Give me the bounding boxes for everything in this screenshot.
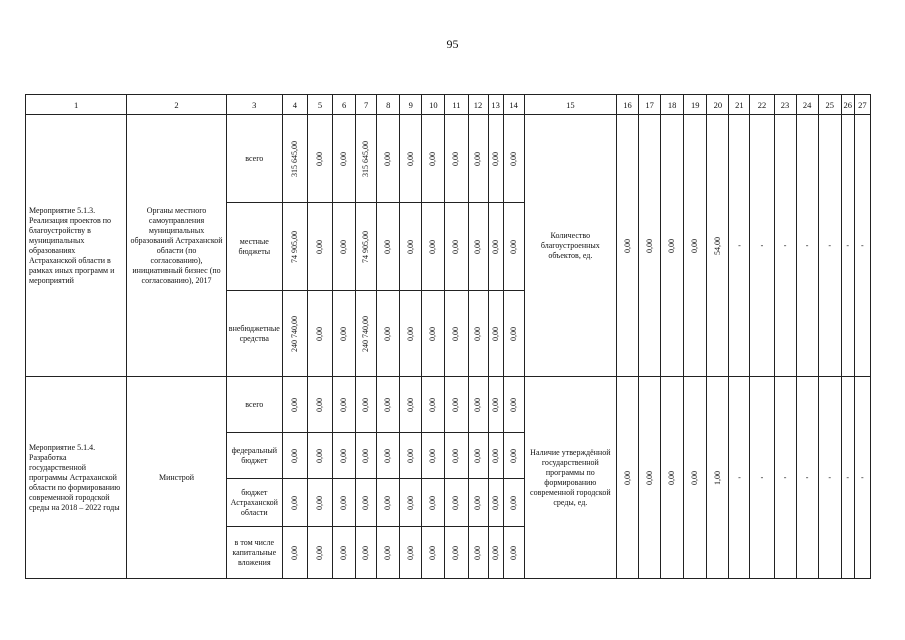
funding-value [468, 433, 488, 479]
funding-value-text: 0,00 [508, 448, 518, 463]
target-value [639, 115, 661, 377]
column-header-21: 21 [729, 95, 750, 115]
funding-value-text: 0,00 [405, 397, 415, 412]
column-header-11: 11 [445, 95, 468, 115]
column-header-14: 14 [503, 95, 524, 115]
funding-value [377, 291, 400, 377]
column-header-22: 22 [750, 95, 774, 115]
funding-value-text: 0,00 [473, 448, 483, 463]
funding-value-text: 0,00 [339, 397, 349, 412]
funding-value-text: 0,00 [508, 151, 518, 166]
target-value [684, 377, 707, 579]
funding-value-text: 0,00 [315, 545, 324, 560]
target-value: - [854, 115, 870, 377]
funding-value-text: 0,00 [490, 545, 500, 560]
funding-value-text: 0,00 [405, 495, 415, 510]
funding-value-text: 0,00 [405, 545, 415, 560]
funding-value-text: 0,00 [490, 495, 500, 510]
funding-value [307, 203, 332, 291]
funding-value [503, 527, 524, 579]
column-header-8: 8 [377, 95, 400, 115]
funding-value [503, 203, 524, 291]
column-header-10: 10 [422, 95, 445, 115]
funding-value-text: 0,00 [361, 495, 371, 510]
funding-value [488, 433, 503, 479]
funding-value [468, 291, 488, 377]
funding-value-text: 74 905,00 [361, 230, 371, 263]
target-value [661, 115, 684, 377]
funding-value [445, 433, 468, 479]
funding-value [422, 291, 445, 377]
funding-value-text: 0,00 [315, 495, 324, 510]
funding-value [282, 527, 307, 579]
target-value: - [796, 115, 818, 377]
target-value-text: 1,00 [712, 470, 722, 485]
funding-value-text: 0,00 [473, 545, 483, 560]
funding-value [400, 527, 422, 579]
funding-value [422, 479, 445, 527]
funding-value [377, 479, 400, 527]
funding-value [377, 115, 400, 203]
target-value-text: 0,00 [667, 238, 677, 253]
column-header-27: 27 [854, 95, 870, 115]
target-value: - [750, 377, 774, 579]
funding-value [503, 291, 524, 377]
funding-value [333, 291, 356, 377]
column-header-13: 13 [488, 95, 503, 115]
target-value: - [818, 115, 841, 377]
funding-value-text: 0,00 [405, 239, 415, 254]
target-value: - [818, 377, 841, 579]
funding-value-text: 0,00 [405, 448, 415, 463]
funding-value-text: 0,00 [383, 151, 393, 166]
funding-value [356, 115, 377, 203]
column-header-6: 6 [333, 95, 356, 115]
funding-value [282, 203, 307, 291]
funding-value-text: 0,00 [428, 545, 438, 560]
funding-value [282, 433, 307, 479]
funding-value-text: 0,00 [451, 448, 461, 463]
funding-value-text: 0,00 [490, 151, 500, 166]
funding-value [356, 433, 377, 479]
funding-value-text: 0,00 [289, 495, 299, 510]
funding-value-text: 0,00 [490, 239, 500, 254]
funding-source: местные бюджеты [226, 203, 282, 291]
column-header-1: 1 [26, 95, 127, 115]
funding-value-text: 0,00 [451, 397, 461, 412]
target-value: - [729, 115, 750, 377]
funding-value-text: 0,00 [428, 239, 438, 254]
measure-name: Мероприятие 5.1.4. Разработка государственной программы Астраханской области по формированию современной городской среды на 2018 – 2022 годы [26, 377, 127, 579]
column-header-2: 2 [127, 95, 226, 115]
funding-value [445, 377, 468, 433]
funding-value [356, 479, 377, 527]
funding-value-text: 0,00 [383, 397, 393, 412]
funding-value-text: 0,00 [383, 545, 393, 560]
funding-value-text: 0,00 [508, 397, 518, 412]
target-value [639, 377, 661, 579]
column-header-9: 9 [400, 95, 422, 115]
target-value: - [841, 377, 854, 579]
target-value: - [796, 377, 818, 579]
funding-value [488, 527, 503, 579]
header-row [26, 95, 871, 115]
funding-value [333, 203, 356, 291]
funding-value-text: 0,00 [289, 448, 299, 463]
funding-value-text: 0,00 [428, 448, 438, 463]
target-value [684, 115, 707, 377]
funding-value [422, 377, 445, 433]
funding-value-text: 0,00 [383, 495, 393, 510]
funding-value-text: 0,00 [339, 239, 349, 254]
funding-source: федеральный бюджет [226, 433, 282, 479]
funding-value [333, 527, 356, 579]
column-header-7: 7 [356, 95, 377, 115]
funding-value [356, 377, 377, 433]
column-header-23: 23 [774, 95, 796, 115]
funding-value [307, 527, 332, 579]
funding-value [400, 377, 422, 433]
column-header-3: 3 [226, 95, 282, 115]
column-header-4: 4 [282, 95, 307, 115]
funding-value-text: 0,00 [428, 326, 438, 341]
column-header-18: 18 [661, 95, 684, 115]
table-row [26, 115, 871, 203]
funding-value-text: 0,00 [508, 326, 518, 341]
target-value: - [729, 377, 750, 579]
funding-value-text: 74 905,00 [289, 230, 299, 263]
funding-value [333, 433, 356, 479]
funding-value-text: 0,00 [339, 326, 349, 341]
funding-value [488, 203, 503, 291]
funding-value [282, 377, 307, 433]
funding-value-text: 0,00 [383, 239, 393, 254]
funding-value-text: 0,00 [473, 397, 483, 412]
funding-value-text: 0,00 [339, 545, 349, 560]
funding-value [333, 115, 356, 203]
funding-value [307, 291, 332, 377]
funding-value-text: 315 645,00 [361, 140, 371, 177]
funding-value [377, 433, 400, 479]
target-value [616, 377, 638, 579]
funding-value [356, 203, 377, 291]
funding-value-text: 0,00 [339, 448, 349, 463]
funding-value [400, 479, 422, 527]
funding-value [445, 527, 468, 579]
funding-value [400, 203, 422, 291]
column-header-5: 5 [307, 95, 332, 115]
funding-value-text: 0,00 [289, 397, 299, 412]
target-value-text: 0,00 [667, 470, 677, 485]
funding-value-text: 0,00 [361, 545, 371, 560]
funding-value-text: 0,00 [473, 326, 483, 341]
funding-value-text: 0,00 [383, 326, 393, 341]
funding-value [377, 377, 400, 433]
target-value-text: 0,00 [644, 470, 654, 485]
funding-value [488, 115, 503, 203]
funding-value [488, 291, 503, 377]
funding-value [307, 479, 332, 527]
funding-value-text: 0,00 [428, 397, 438, 412]
measure-name: Мероприятие 5.1.3. Реализация проектов по благоустройству в муниципальных образованиях Астраханской области в рамках иных программ и мероприятий [26, 115, 127, 377]
funding-value-text: 0,00 [339, 495, 349, 510]
funding-value [307, 433, 332, 479]
funding-value-text: 0,00 [451, 151, 461, 166]
target-value: - [841, 115, 854, 377]
funding-value-text: 0,00 [315, 326, 324, 341]
table-row [26, 377, 871, 433]
funding-value-text: 0,00 [289, 545, 299, 560]
funding-value [445, 479, 468, 527]
funding-value [333, 479, 356, 527]
funding-source: в том числе капитальные вложения [226, 527, 282, 579]
funding-value [468, 479, 488, 527]
column-header-12: 12 [468, 95, 488, 115]
column-header-19: 19 [684, 95, 707, 115]
funding-value-text: 240 740,00 [361, 315, 371, 352]
funding-value-text: 0,00 [490, 397, 500, 412]
target-value-text: 0,00 [690, 470, 700, 485]
funding-source: внебюджетные средства [226, 291, 282, 377]
target-value: - [774, 115, 796, 377]
funding-value [356, 527, 377, 579]
funding-value [488, 377, 503, 433]
funding-value-text: 0,00 [473, 151, 483, 166]
funding-value-text: 0,00 [490, 326, 500, 341]
funding-value-text: 0,00 [315, 397, 324, 412]
funding-value-text: 0,00 [405, 326, 415, 341]
target-value: - [750, 115, 774, 377]
funding-value [503, 433, 524, 479]
column-header-24: 24 [796, 95, 818, 115]
target-value [707, 377, 729, 579]
funding-value-text: 0,00 [451, 545, 461, 560]
column-header-26: 26 [841, 95, 854, 115]
funding-value-text: 0,00 [508, 495, 518, 510]
funding-value-text: 0,00 [508, 545, 518, 560]
target-value-text: 54,00 [712, 236, 722, 255]
funding-source: всего [226, 377, 282, 433]
funding-value [468, 377, 488, 433]
column-header-25: 25 [818, 95, 841, 115]
funding-source: всего [226, 115, 282, 203]
indicator: Наличие утверждённой государственной программы по формированию современной городской среды, ед. [524, 377, 616, 579]
funding-value-text: 0,00 [315, 448, 324, 463]
funding-value [400, 291, 422, 377]
funding-value [422, 527, 445, 579]
target-value-text: 0,00 [644, 238, 654, 253]
funding-value [377, 527, 400, 579]
funding-value-text: 0,00 [473, 239, 483, 254]
funding-value [503, 115, 524, 203]
target-value-text: 0,00 [622, 470, 632, 485]
funding-value [333, 377, 356, 433]
funding-value-text: 0,00 [473, 495, 483, 510]
funding-value-text: 0,00 [428, 151, 438, 166]
funding-value [307, 377, 332, 433]
column-header-20: 20 [707, 95, 729, 115]
funding-value [468, 115, 488, 203]
funding-value [488, 479, 503, 527]
funding-value-text: 0,00 [451, 495, 461, 510]
funding-value [445, 203, 468, 291]
funding-value-text: 0,00 [508, 239, 518, 254]
funding-value [422, 115, 445, 203]
funding-value [422, 203, 445, 291]
target-value: - [854, 377, 870, 579]
funding-value-text: 0,00 [405, 151, 415, 166]
funding-value [377, 203, 400, 291]
target-value [707, 115, 729, 377]
target-value [661, 377, 684, 579]
funding-value [445, 115, 468, 203]
page-number: 95 [446, 37, 459, 51]
column-header-17: 17 [639, 95, 661, 115]
funding-value [400, 433, 422, 479]
funding-value [400, 115, 422, 203]
funding-value-text: 0,00 [315, 151, 324, 166]
funding-value-text: 0,00 [428, 495, 438, 510]
funding-value-text: 0,00 [383, 448, 393, 463]
target-value-text: 0,00 [622, 238, 632, 253]
column-header-15: 15 [524, 95, 616, 115]
executor: Органы местного самоуправления муниципальных образований Астраханской области (по согласованию), инициативный бизнес (по согласованию), 2017 [127, 115, 226, 377]
funding-value [356, 291, 377, 377]
funding-value [468, 527, 488, 579]
target-value: - [774, 377, 796, 579]
funding-value [468, 203, 488, 291]
funding-value-text: 0,00 [361, 397, 371, 412]
funding-value [503, 377, 524, 433]
funding-value [503, 479, 524, 527]
funding-value-text: 0,00 [451, 326, 461, 341]
funding-value-text: 0,00 [490, 448, 500, 463]
funding-value [282, 115, 307, 203]
funding-value-text: 0,00 [361, 448, 371, 463]
funding-source: бюджет Астраханской области [226, 479, 282, 527]
program-table [25, 94, 871, 579]
funding-value [282, 479, 307, 527]
funding-value-text: 315 645,00 [289, 140, 299, 177]
column-header-16: 16 [616, 95, 638, 115]
funding-value-text: 0,00 [315, 239, 324, 254]
funding-value-text: 0,00 [339, 151, 349, 166]
indicator: Количество благоустроенных объектов, ед. [524, 115, 616, 377]
funding-value [307, 115, 332, 203]
funding-value-text: 240 740,00 [289, 315, 299, 352]
funding-value [282, 291, 307, 377]
funding-value [422, 433, 445, 479]
funding-value-text: 0,00 [451, 239, 461, 254]
funding-value [445, 291, 468, 377]
target-value-text: 0,00 [690, 238, 700, 253]
target-value [616, 115, 638, 377]
executor: Минстрой [127, 377, 226, 579]
